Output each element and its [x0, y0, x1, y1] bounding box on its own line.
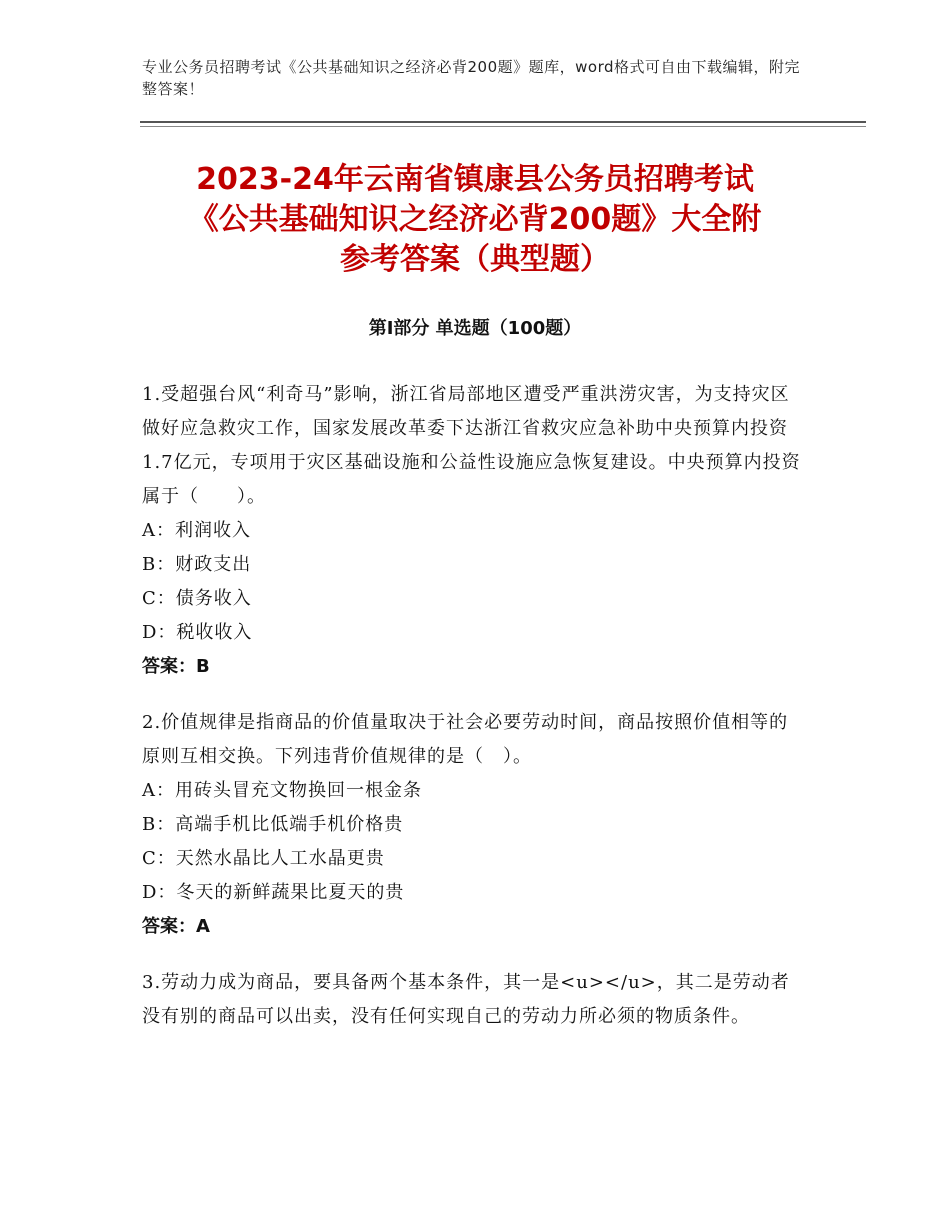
option-b: B：财政支出: [142, 554, 252, 575]
option-a: A：用砖头冒充文物换回一根金条: [142, 780, 422, 801]
option-b: B：高端手机比低端手机价格贵: [142, 814, 404, 835]
title-line-2: 《公共基础知识之经济必背200题》大全附: [188, 202, 762, 237]
question-list: [142, 378, 807, 1056]
question-stem: 3.劳动力成为商品，要具备两个基本条件，其一是<u></u>，其二是劳动者没有别的商品可以出卖，没有任何实现自己的劳动力所必须的物质条件。: [142, 972, 790, 1027]
option-d: D：冬天的新鲜蔬果比夏天的贵: [142, 882, 405, 903]
option-c: C：天然水晶比人工水晶更贵: [142, 848, 385, 869]
header-note: 专业公务员招聘考试《公共基础知识之经济必背200题》题库，word格式可自由下载编辑，附完整答案！: [142, 58, 801, 98]
header-divider-thick: [140, 121, 866, 123]
header-divider-thin: [140, 126, 866, 127]
option-a: A：利润收入: [142, 520, 251, 541]
question-3: [142, 966, 807, 1034]
title-line-3: 参考答案（典型题）: [340, 242, 610, 277]
answer-label: 答案：A: [142, 916, 210, 937]
question-1: [142, 378, 807, 684]
answer-label: 答案：B: [142, 656, 210, 677]
option-d: D：税收收入: [142, 622, 253, 643]
document-title: [140, 160, 810, 280]
option-c: C：债务收入: [142, 588, 252, 609]
section-heading: 第Ⅰ部分 单选题（100题）: [368, 318, 582, 339]
question-stem: 1.受超强台风“利奇马”影响，浙江省局部地区遭受严重洪涝灾害，为支持灾区做好应急救灾工作，国家发展改革委下达浙江省救灾应急补助中央预算内投资1.7亿元，专项用于灾区基础设施和公益性设施应急恢复建设。中央预算内投资属于（ ）。: [142, 384, 801, 507]
question-stem: 2.价值规律是指商品的价值量取决于社会必要劳动时间，商品按照价值相等的原则互相交换。下列违背价值规律的是（ ）。: [142, 712, 789, 767]
title-line-1: 2023-24年云南省镇康县公务员招聘考试: [196, 162, 754, 197]
question-2: [142, 706, 807, 944]
